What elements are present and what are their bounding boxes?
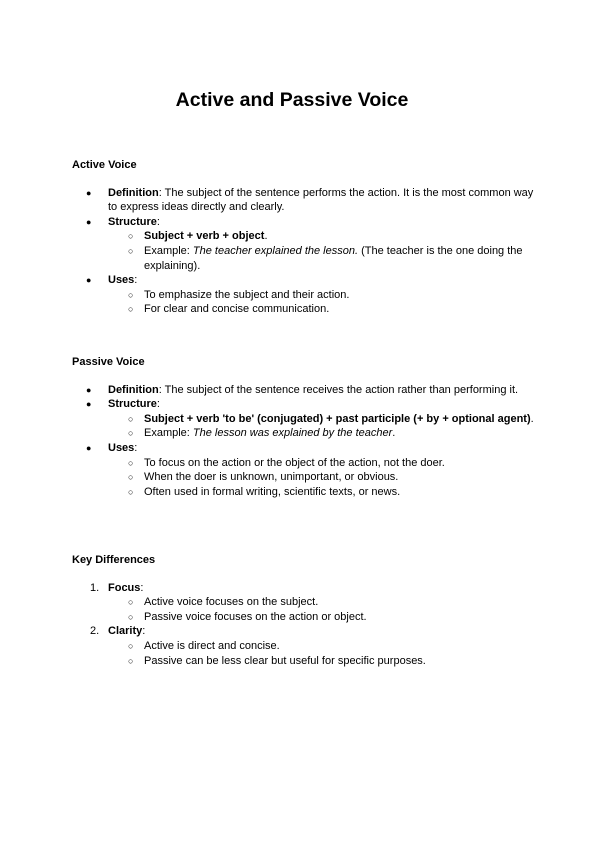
term-label: Definition [108, 383, 159, 396]
colon-text: : [156, 215, 160, 228]
sub-bullet-icon: ○ [128, 655, 134, 666]
active-voice-section [72, 158, 542, 317]
sub-item-use [72, 302, 542, 317]
formula-text: Subject + verb + object [144, 230, 265, 243]
example-prefix: Example: [144, 244, 193, 257]
sub-item-example [72, 426, 542, 441]
use-text: When the doer is unknown, unimportant, or obvious. [144, 471, 399, 484]
sub-item-text: Passive can be less clear but useful for specific purposes. [144, 654, 426, 667]
sub-item-use [72, 485, 542, 500]
bullet-list [72, 383, 542, 500]
sub-item-use [72, 456, 542, 471]
use-text: Often used in formal writing, scientific texts, or news. [144, 485, 401, 498]
sub-item-text: Active is direct and concise. [144, 639, 280, 652]
page-title: Active and Passive Voice [175, 89, 409, 111]
sub-item-text: Passive voice focuses on the action or object. [144, 610, 367, 623]
colon-text: : [134, 274, 138, 287]
sub-item [72, 595, 542, 610]
passive-voice-section [72, 355, 542, 499]
list-item-focus [72, 581, 542, 625]
example-suffix: (The teacher is the one doing the explaining). [144, 244, 523, 272]
term-label: Structure [108, 398, 157, 411]
colon-text: : [134, 441, 138, 454]
key-differences-section [72, 553, 542, 668]
numbered-list [72, 581, 542, 669]
sub-item-formula [72, 412, 542, 427]
bullet-icon: ● [86, 442, 92, 453]
bullet-icon: ● [86, 275, 92, 286]
term-label: Structure [108, 215, 157, 228]
sub-list [72, 229, 542, 273]
sub-item-use [72, 470, 542, 485]
sub-bullet-icon: ○ [128, 304, 134, 315]
bullet-icon: ● [86, 216, 92, 227]
sub-bullet-icon: ○ [128, 428, 134, 439]
sub-bullet-icon: ○ [128, 486, 134, 497]
bullet-icon: ● [86, 384, 92, 395]
list-item-clarity [72, 624, 542, 668]
use-text: To focus on the action or the object of the action, not the doer. [144, 456, 445, 469]
colon-text: : [156, 398, 160, 411]
sub-list [72, 412, 542, 441]
example-suffix: . [392, 427, 396, 440]
sub-list [72, 288, 542, 317]
list-item-definition [72, 186, 542, 215]
colon-text: : [142, 625, 146, 638]
formula-end: . [530, 412, 534, 425]
sub-bullet-icon: ○ [128, 472, 134, 483]
term-label: Clarity [108, 625, 143, 638]
list-item-structure [72, 397, 542, 441]
use-text: To emphasize the subject and their action. [144, 288, 350, 301]
list-item-uses [72, 273, 542, 317]
list-item-structure [72, 215, 542, 273]
use-text: For clear and concise communication. [144, 303, 330, 316]
term-label: Uses [108, 441, 135, 454]
list-item-uses [72, 441, 542, 499]
item-number: 1. [90, 581, 100, 594]
sub-bullet-icon: ○ [128, 640, 134, 651]
term-label: Uses [108, 274, 135, 287]
list-item-definition [72, 383, 542, 398]
sub-bullet-icon: ○ [128, 597, 134, 608]
definition-text: : The subject of the sentence receives the action rather than performing it. [158, 383, 519, 396]
sub-bullet-icon: ○ [128, 245, 134, 256]
sub-item [72, 610, 542, 625]
sub-item [72, 639, 542, 654]
item-number: 2. [90, 625, 100, 638]
sub-bullet-icon: ○ [128, 231, 134, 242]
term-label: Focus [108, 581, 141, 594]
term-label: Definition [108, 186, 159, 199]
sub-item-example [72, 244, 542, 273]
sub-bullet-icon: ○ [128, 611, 134, 622]
section-heading: Passive Voice [72, 356, 145, 368]
formula-text: Subject + verb 'to be' (conjugated) + past participle (+ by + optional agent) [144, 412, 531, 425]
example-sentence: The teacher explained the lesson. [192, 244, 359, 257]
sub-item-text: Active voice focuses on the subject. [144, 596, 319, 609]
definition-text: : The subject of the sentence performs the action. It is the most common way to express ideas directly and clearly. [108, 186, 534, 214]
sub-bullet-icon: ○ [128, 457, 134, 468]
sub-list [72, 595, 542, 624]
sub-item-formula [72, 229, 542, 244]
bullet-icon: ● [86, 187, 92, 198]
section-heading: Active Voice [72, 159, 137, 171]
sub-list [72, 456, 542, 500]
sub-list [72, 639, 542, 668]
bullet-icon: ● [86, 399, 92, 410]
example-prefix: Example: [144, 427, 193, 440]
sub-bullet-icon: ○ [128, 289, 134, 300]
bullet-list [72, 186, 542, 317]
sub-item [72, 654, 542, 669]
sub-item-use [72, 288, 542, 303]
colon-text: : [140, 581, 144, 594]
sub-bullet-icon: ○ [128, 413, 134, 424]
formula-end: . [264, 230, 268, 243]
section-heading: Key Differences [72, 554, 156, 566]
example-sentence: The lesson was explained by the teacher [192, 427, 393, 440]
